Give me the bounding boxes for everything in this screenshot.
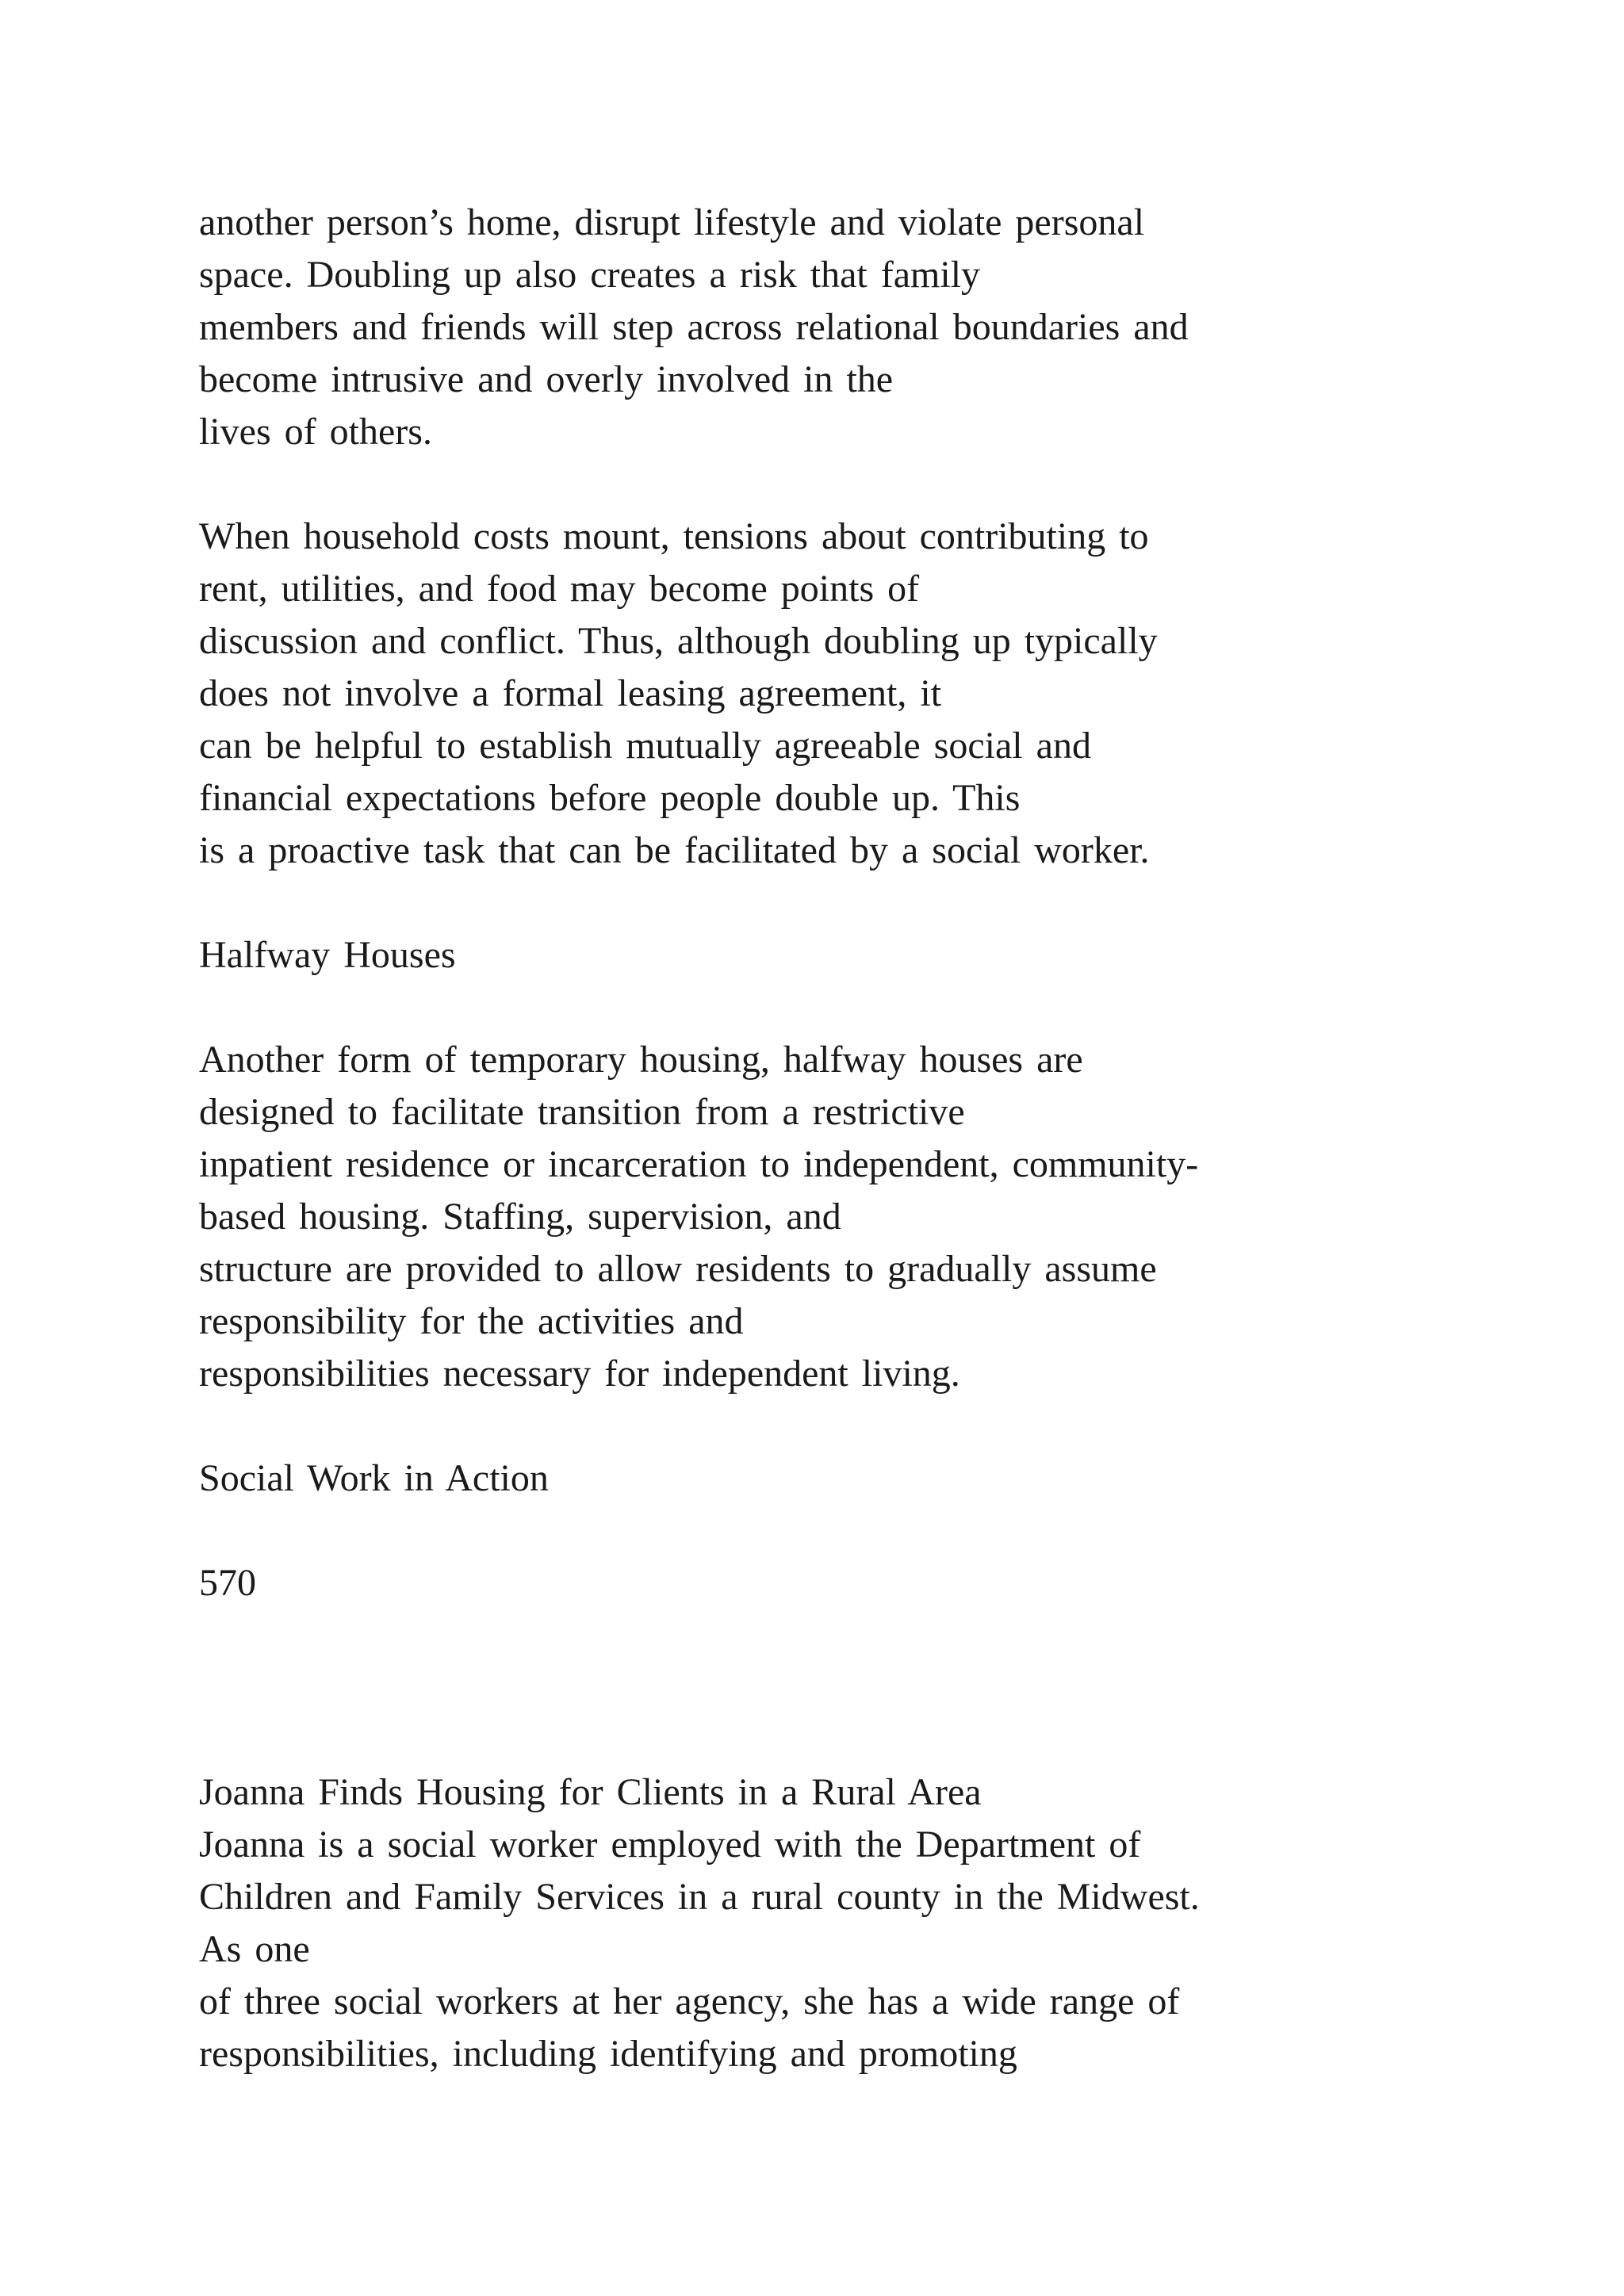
text-line: discussion and conflict. Thus, although doubling up typically [199, 620, 1158, 662]
text-line: Children and Family Services in a rural county in the Midwest. [199, 1876, 1200, 1918]
text-line: another person’s home, disrupt lifestyle and violate personal [199, 201, 1145, 243]
page-number: 570 [199, 1562, 256, 1604]
text-line: can be helpful to establish mutually agreeable social and [199, 725, 1091, 767]
text-line: financial expectations before people double up. This [199, 777, 1021, 819]
text-line: responsibility for the activities and [199, 1300, 744, 1342]
text-line: is a proactive task that can be facilitated by a social worker. [199, 829, 1150, 871]
text-line: responsibilities necessary for independent living. [199, 1353, 960, 1395]
text-line: does not involve a formal leasing agreement, it [199, 672, 942, 714]
text-line: Joanna is a social worker employed with the Department of [199, 1823, 1141, 1866]
text-line: of three social workers at her agency, she has a wide range of [199, 1980, 1180, 2022]
section-heading: Social Work in Action [199, 1457, 549, 1499]
section-heading: Halfway Houses [199, 934, 456, 976]
text-line: members and friends will step across relational boundaries and [199, 306, 1189, 348]
text-line: rent, utilities, and food may become points of [199, 568, 920, 610]
text-line: As one [199, 1928, 310, 1970]
text-line: Another form of temporary housing, halfway houses are [199, 1039, 1083, 1081]
text-line: based housing. Staffing, supervision, and [199, 1196, 841, 1238]
text-line: become intrusive and overly involved in the [199, 358, 894, 400]
text-line: responsibilities, including identifying and promoting [199, 2033, 1017, 2075]
text-line: When household costs mount, tensions about contributing to [199, 515, 1149, 557]
text-line: inpatient residence or incarceration to independent, community- [199, 1143, 1199, 1185]
text-line: lives of others. [199, 411, 432, 453]
text-line: structure are provided to allow residents to gradually assume [199, 1248, 1157, 1290]
box-title: Joanna Finds Housing for Clients in a Rural Area [199, 1771, 982, 1813]
text-line: designed to facilitate transition from a restrictive [199, 1091, 965, 1133]
text-line: space. Doubling up also creates a risk that family [199, 254, 981, 296]
